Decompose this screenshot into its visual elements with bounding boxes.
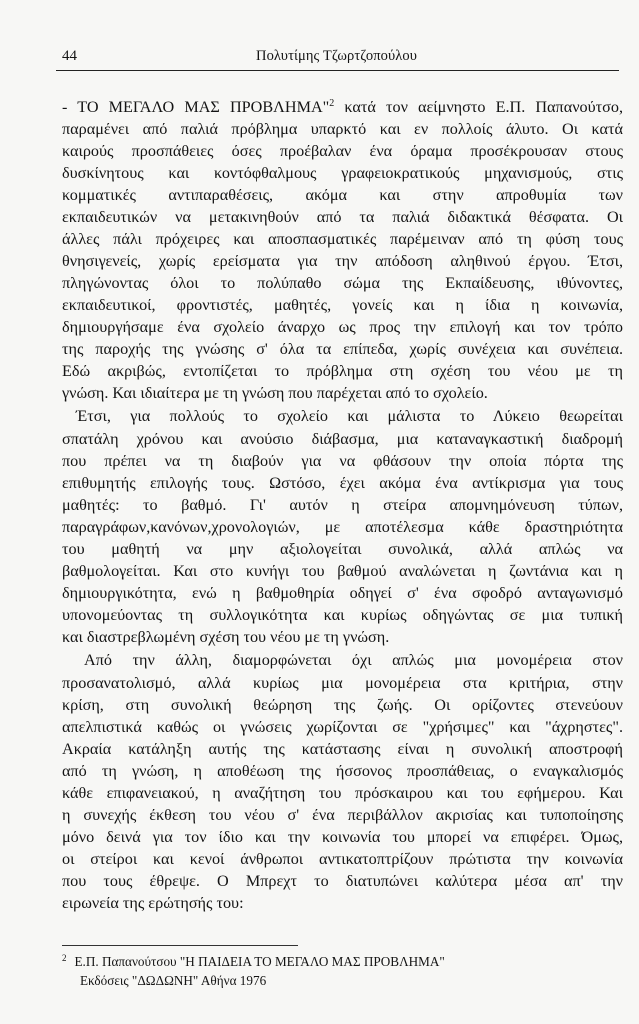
footnote-rule [62,945,298,946]
body-line: δημιουργήσαμε ένα σχολείο άναρχο ως προς την επιλογή και τον τρόπο [62,318,623,336]
body-line: ειρωνεία της ερώτησής του: [62,894,244,912]
footnote-reference: 2 [329,98,335,109]
body-line: του μαθητή να μην αξιολογείται συνολικά, αλλά απλώς να [62,540,623,558]
body-line: Από την άλλη, διαμορφώνεται όχι απλώς μια μονομέρεια στον [84,651,623,669]
body-line: εκπαιδευτικών να μετακινηθούν από τα παλιά διδακτικά θέσφατα. Οι [62,208,623,226]
footnote-mark: 2 [62,953,67,963]
body-line: Εδώ ακριβώς, εντοπίζεται το πρόβλημα στη σχέση του νέου με τη [62,362,623,380]
body-line: βαθμολογείται. Και στο κυνήγι του βαθμού αναλώνεται η ζωντάνια και η [62,562,623,580]
body-line: πληγώνοντας όλοι το πολύπαθο σώμα της Εκπαίδευσης, ιθύνοντες, [62,274,623,292]
header-rule [56,70,619,71]
body-line: δυσκίνητους και κοντόφθαλμους γραφειοκρατικούς μηχανισμούς, στις [62,164,623,182]
body-line: υπονομεύοντας τη συλλογικότητα και κυρίως οδηγώντας σε μια τυπική [62,606,623,624]
body-line: - ΤΟ ΜΕΓΑΛΟ ΜΑΣ ΠΡΟΒΛΗΜΑ"$^2$ κατά τον αείμνηστο Ε.Π. Παπανούτσο, [62,98,623,116]
body-line: η συνεχής έκθεση του νέου σ' ένα περιβάλλον ακρισίας και τυποποίησης [62,806,623,824]
body-line: επιθυμητής επιλογής τους. Ωστόσο, έχει ακόμα ένα αντίκρισμα για τους [62,474,623,492]
body-line: που τους έθρεψε. Ο Μπρεχτ το διατυπώνει καλύτερα μέσα απ' την [62,872,623,890]
body-line: κρίση, στη συνολική θεώρηση της ζωής. Οι ορίζοντες στενεύουν [62,696,623,714]
running-head: Πολυτίμης Τζωρτζοπούλου [256,48,418,64]
body-line: της παροχής της γνώσης σ' όλα τα επίπεδα, χωρίς συνέχεια και συνέπεια. [62,340,623,358]
body-line: άλλες πάλι πρόχειρες και αποσπασματικές παρέμειναν από τη φύση τους [62,230,623,248]
footnote-line: Εκδόσεις "ΔΩΔΩΝΗ" Αθήνα 1976 [80,973,267,988]
body-line: σπατάλη χρόνου και ανούσιο διάβασμα, μια καταναγκαστική διαδρομή [62,430,623,448]
body-line: καιρούς προσπάθειες όσες προέβαλαν ένα όραμα προσέκρουσαν στους [62,142,623,160]
body-line: κάθε επιφανειακού, η αναζήτηση του πρόσκαιρου και του εφήμερου. Και [62,784,623,802]
body-line: κομματικές αντιπαραθέσεις, ακόμα και στην απροθυμία των [62,186,623,204]
body-line: από τη γνώση, η αποθέωση της ήσσονος προσπάθειας, ο εναγκαλισμός [62,762,623,780]
body-line: παραμένει από παλιά πρόβλημα υπαρκτό και εν πολλοίς άλυτο. Οι κατά [62,120,623,138]
body-line: που πρέπει να τη διαβούν για να φθάσουν την οποία πόρτα της [62,452,623,470]
body-line: παραγράφων,κανόνων,χρονολογιών, με αποτέλεσμα κάθε δραστηριότητα [62,518,623,536]
body-line: θνησιγενείς, χωρίς ερείσματα για την απόδοση αληθινού έργου. Έτσι, [62,252,623,270]
body-line: εκπαιδευτικοί, φροντιστές, μαθητές, γονείς και η ίδια η κοινωνία, [62,296,623,314]
body-line: μαθητές: το βαθμό. Γι' αυτόν η στείρα απομνημόνευση τύπων, [62,496,623,514]
page-number: 44 [62,48,77,64]
body-line: μόνο δεινά για τον ίδιο και την κοινωνία του μπορεί να επιφέρει. Όμως, [62,828,623,846]
body-line: απελπιστικά καθώς οι γνώσεις χωρίζονται σε "χρήσιμες" και "άχρηστες". [62,718,623,736]
body-line: οι στείροι και κενοί άνθρωποι αντικατοπτρίζουν πρώτιστα την κοινωνία [62,850,623,868]
footnote-line: $^2$ Ε.Π. Παπανούτσου "Η ΠΑΙΔΕΙΑ ΤΟ ΜΕΓΑΛΟ ΜΑΣ ΠΡΟΒΛΗΜΑ" [62,953,445,969]
body-line: και διαστρεβλωμένη σχέση του νέου με τη γνώση. [62,628,390,646]
body-line: γνώση. Και ιδιαίτερα με τη γνώση που παρέχεται από το σχολείο. [62,384,488,402]
body-line: δημιουργικότητα, ενώ η βαθμοθηρία οδηγεί σ' ένα σφοδρό ανταγωνισμό [62,584,623,602]
body-line: Ακραία κατάληξη αυτής της κατάστασης είναι η συνολική αποστροφή [62,740,623,758]
body-line: προσανατολισμό, αλλά κυρίως μια μονομέρεια στα κριτήρια, στην [62,674,623,692]
body-line: Έτσι, για πολλούς το σχολείο και μάλιστα το Λύκειο θεωρείται [76,407,623,425]
